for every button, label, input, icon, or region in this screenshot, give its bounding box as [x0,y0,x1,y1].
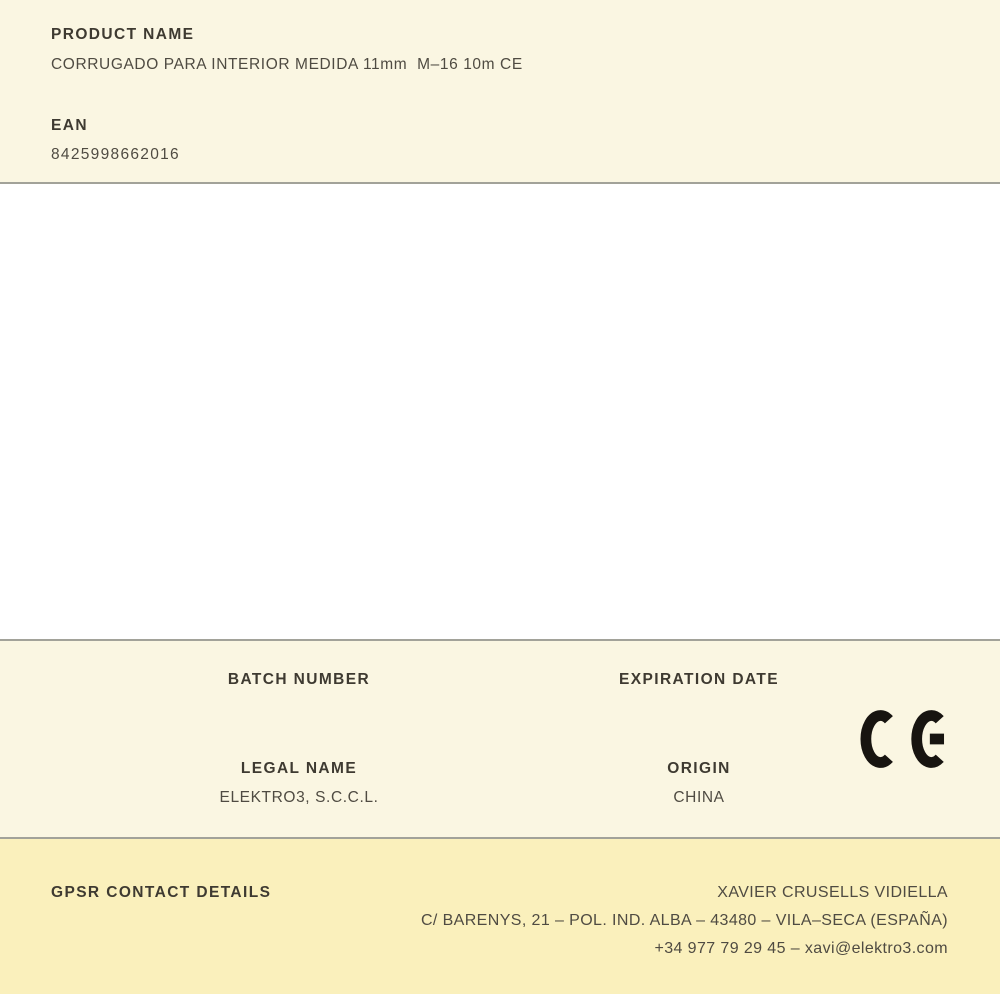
ce-mark-icon [859,709,945,769]
legal-name-value: ELEKTRO3, S.C.C.L. [219,789,379,806]
origin-value: CHINA [673,789,725,806]
product-name-label: PRODUCT NAME [51,26,195,43]
legal-name-label: LEGAL NAME [240,760,358,777]
blank-spacer-section [0,184,1000,641]
expiration-date-label: EXPIRATION DATE [619,671,779,688]
gpsr-contact-address: C/ BARENYS, 21 – POL. IND. ALBA – 43480 – VILA–SECA (ESPAÑA) [420,912,948,929]
batch-details-section [0,641,1000,839]
gpsr-contact-block [421,879,948,963]
details-left-column [99,641,499,806]
origin-label: ORIGIN [667,760,731,777]
details-right-column [499,641,899,806]
gpsr-contact-phone-email: +34 977 79 29 45 – xavi@elektro3.com [654,940,948,957]
ean-label: EAN [51,117,88,134]
ean-value: 8425998662016 [51,146,180,163]
batch-number-label: BATCH NUMBER [227,671,371,688]
gpsr-contact-title: GPSR CONTACT DETAILS [51,884,272,901]
product-name-value: CORRUGADO PARA INTERIOR MEDIDA 11mm M–16 10m CE [51,56,523,73]
gpsr-contact-name: XAVIER CRUSELLS VIDIELLA [717,884,948,901]
gpsr-contact-section [0,839,1000,994]
product-info-section [0,0,1000,184]
